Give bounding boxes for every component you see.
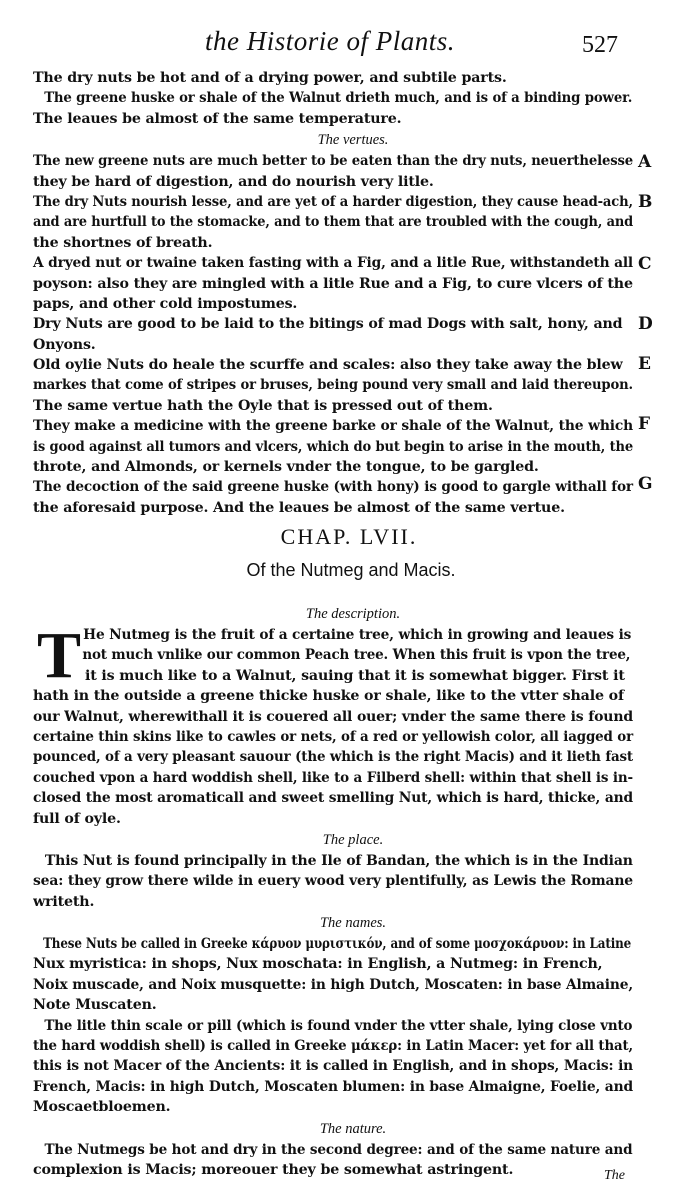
text-line: This Nut is found principally in the Ile of Bandan, the which is in the Indian: [44, 852, 633, 869]
chapter-title: Of the Nutmeg and Macis.: [246, 560, 456, 580]
text-line: certaine thin skins like to cawles or nets, of a red or yellowish color, all iagged or: [33, 728, 633, 745]
running-head: [0, 22, 688, 58]
text-line: The greene huske or shale of the Walnut drieth much, and is of a binding power.: [44, 90, 633, 107]
margin-letter: C: [638, 254, 652, 274]
text-line: The leaues be almost of the same temperature.: [33, 110, 402, 127]
text-line: paps, and other cold impostumes.: [33, 295, 298, 312]
text-line: A dryed nut or twaine taken fasting with a Fig, and a litle Rue, withstandeth all: [33, 255, 634, 272]
nature-heading: The nature.: [319, 1120, 387, 1137]
text-line: throte, and Almonds, or kernels vnder the tongue, to be gargled.: [33, 459, 539, 476]
text-line: The litle thin scale or pill (which is found vnder the vtter shale, lying close vnto: [44, 1017, 633, 1034]
text-line: The dry nuts be hot and of a drying power, and subtile parts.: [33, 70, 507, 86]
drop-cap: T: [37, 619, 82, 692]
text-line: They make a medicine with the greene barke or shale of the Walnut, the which: [33, 418, 633, 435]
description-heading: The description.: [305, 606, 401, 622]
margin-letter: B: [638, 192, 653, 212]
text-line: hath in the outside a greene thicke huske or shale, like to the vtter shale of: [33, 688, 624, 705]
catchword: The: [604, 1168, 625, 1183]
text-line: couched vpon a hard woddish shell, like to a Filberd shell: within that shell is in-: [33, 769, 633, 786]
place-heading: The place.: [322, 831, 384, 848]
text-line: The decoction of the said greene huske (with hony) is good to gargle withall for: [33, 479, 633, 496]
margin-letter: E: [638, 354, 651, 374]
text-line: Nux myristica: in shops, Nux moschata: in English, a Nutmeg: in French,: [33, 956, 603, 973]
text-line: it is much like to a Walnut, sauing that it is somewhat bigger. First it: [85, 667, 625, 684]
names-heading: The names.: [319, 915, 387, 932]
text-line: complexion is Macis; moreouer they be somewhat astringent.: [33, 1161, 514, 1178]
margin-letter: A: [638, 152, 652, 172]
text-line: poyson: also they are mingled with a litle Rue and a Fig, to cure vlcers of the: [33, 275, 633, 292]
nutmeg-text: [33, 603, 633, 1180]
walnut-text: [33, 68, 633, 518]
text-line: pounced, of a very pleasant sauour (the which is the right Macis) and it lieth fast: [33, 749, 633, 766]
text-line: The dry Nuts nourish lesse, and are yet of a harder digestion, they cause head-ach,: [33, 193, 633, 210]
text-line: this is not Macer of the Ancients: it is called in English, and in shops, Macis: in: [33, 1058, 633, 1075]
text-line: Old oylie Nuts do heale the scurffe and scales: also they take away the blew: [33, 357, 623, 374]
text-line: the shortnes of breath.: [33, 234, 213, 251]
text-line: and are hurtfull to the stomacke, and to them that are troubled with the cough, and: [33, 214, 634, 231]
text-line: He Nutmeg is the fruit of a certaine tree, which in growing and leaues is: [83, 627, 632, 643]
text-line: Noix muscade, and Noix musquette: in high Dutch, Moscaten: in base Almaine,: [33, 976, 633, 993]
text-line: Onyons.: [33, 336, 96, 353]
text-line: The new greene nuts are much better to be eaten than the dry nuts, neuerthelesse: [33, 153, 634, 170]
margin-letter: F: [638, 414, 651, 434]
text-line: Dry Nuts are good to be laid to the bitings of mad Dogs with salt, hony, and: [33, 316, 623, 333]
margin-letter: G: [638, 474, 653, 494]
text-line: not much vnlike our common Peach tree. When this fruit is vpon the tree,: [82, 647, 631, 664]
text-line: they be hard of digestion, and do nourish very litle.: [33, 173, 434, 190]
text-line: The Nutmegs be hot and dry in the second degree: and of the same nature and: [44, 1141, 633, 1158]
text-line: The same vertue hath the Oyle that is pressed out of them.: [33, 397, 493, 414]
text-line: the hard woddish shell) is called in Greeke μάκερ: in Latin Macer: yet for all that,: [33, 1038, 633, 1055]
text-line: French, Macis: in high Dutch, Moscaten blumen: in base Almaigne, Foelie, and: [33, 1078, 634, 1095]
page-number: 527: [582, 32, 618, 58]
text-line: our Walnut, wherewithall it is couered all ouer; vnder the same there is found: [33, 708, 633, 725]
text-line: Note Muscaten.: [33, 997, 157, 1014]
text-line: full of oyle.: [33, 810, 121, 827]
chapter-number: CHAP. LVII.: [280, 524, 418, 549]
margin-letter: D: [638, 314, 653, 334]
text-line: is good against all tumors and vlcers, which do but begin to arise in the mouth, the: [33, 438, 634, 455]
text-line: sea: they grow there wilde in euery wood very plentifully, as Lewis the Romane: [33, 873, 634, 890]
vertues-heading: The vertues.: [317, 132, 389, 149]
text-line: Moscaetbloemen.: [33, 1099, 171, 1116]
text-line: writeth.: [33, 893, 95, 910]
text-line: closed the most aromaticall and sweet smelling Nut, which is hard, thicke, and: [33, 790, 633, 807]
running-title: the Historie of Plants.: [205, 26, 455, 56]
text-line: These Nuts be called in Greeke κάρυον μυριστικόν, and of some μοσχοκάρυον: in Latine: [43, 936, 632, 953]
text-line: markes that come of stripes or bruses, being pound very small and laid thereupon.: [33, 377, 633, 394]
text-line: the aforesaid purpose. And the leaues be almost of the same vertue.: [33, 499, 565, 516]
